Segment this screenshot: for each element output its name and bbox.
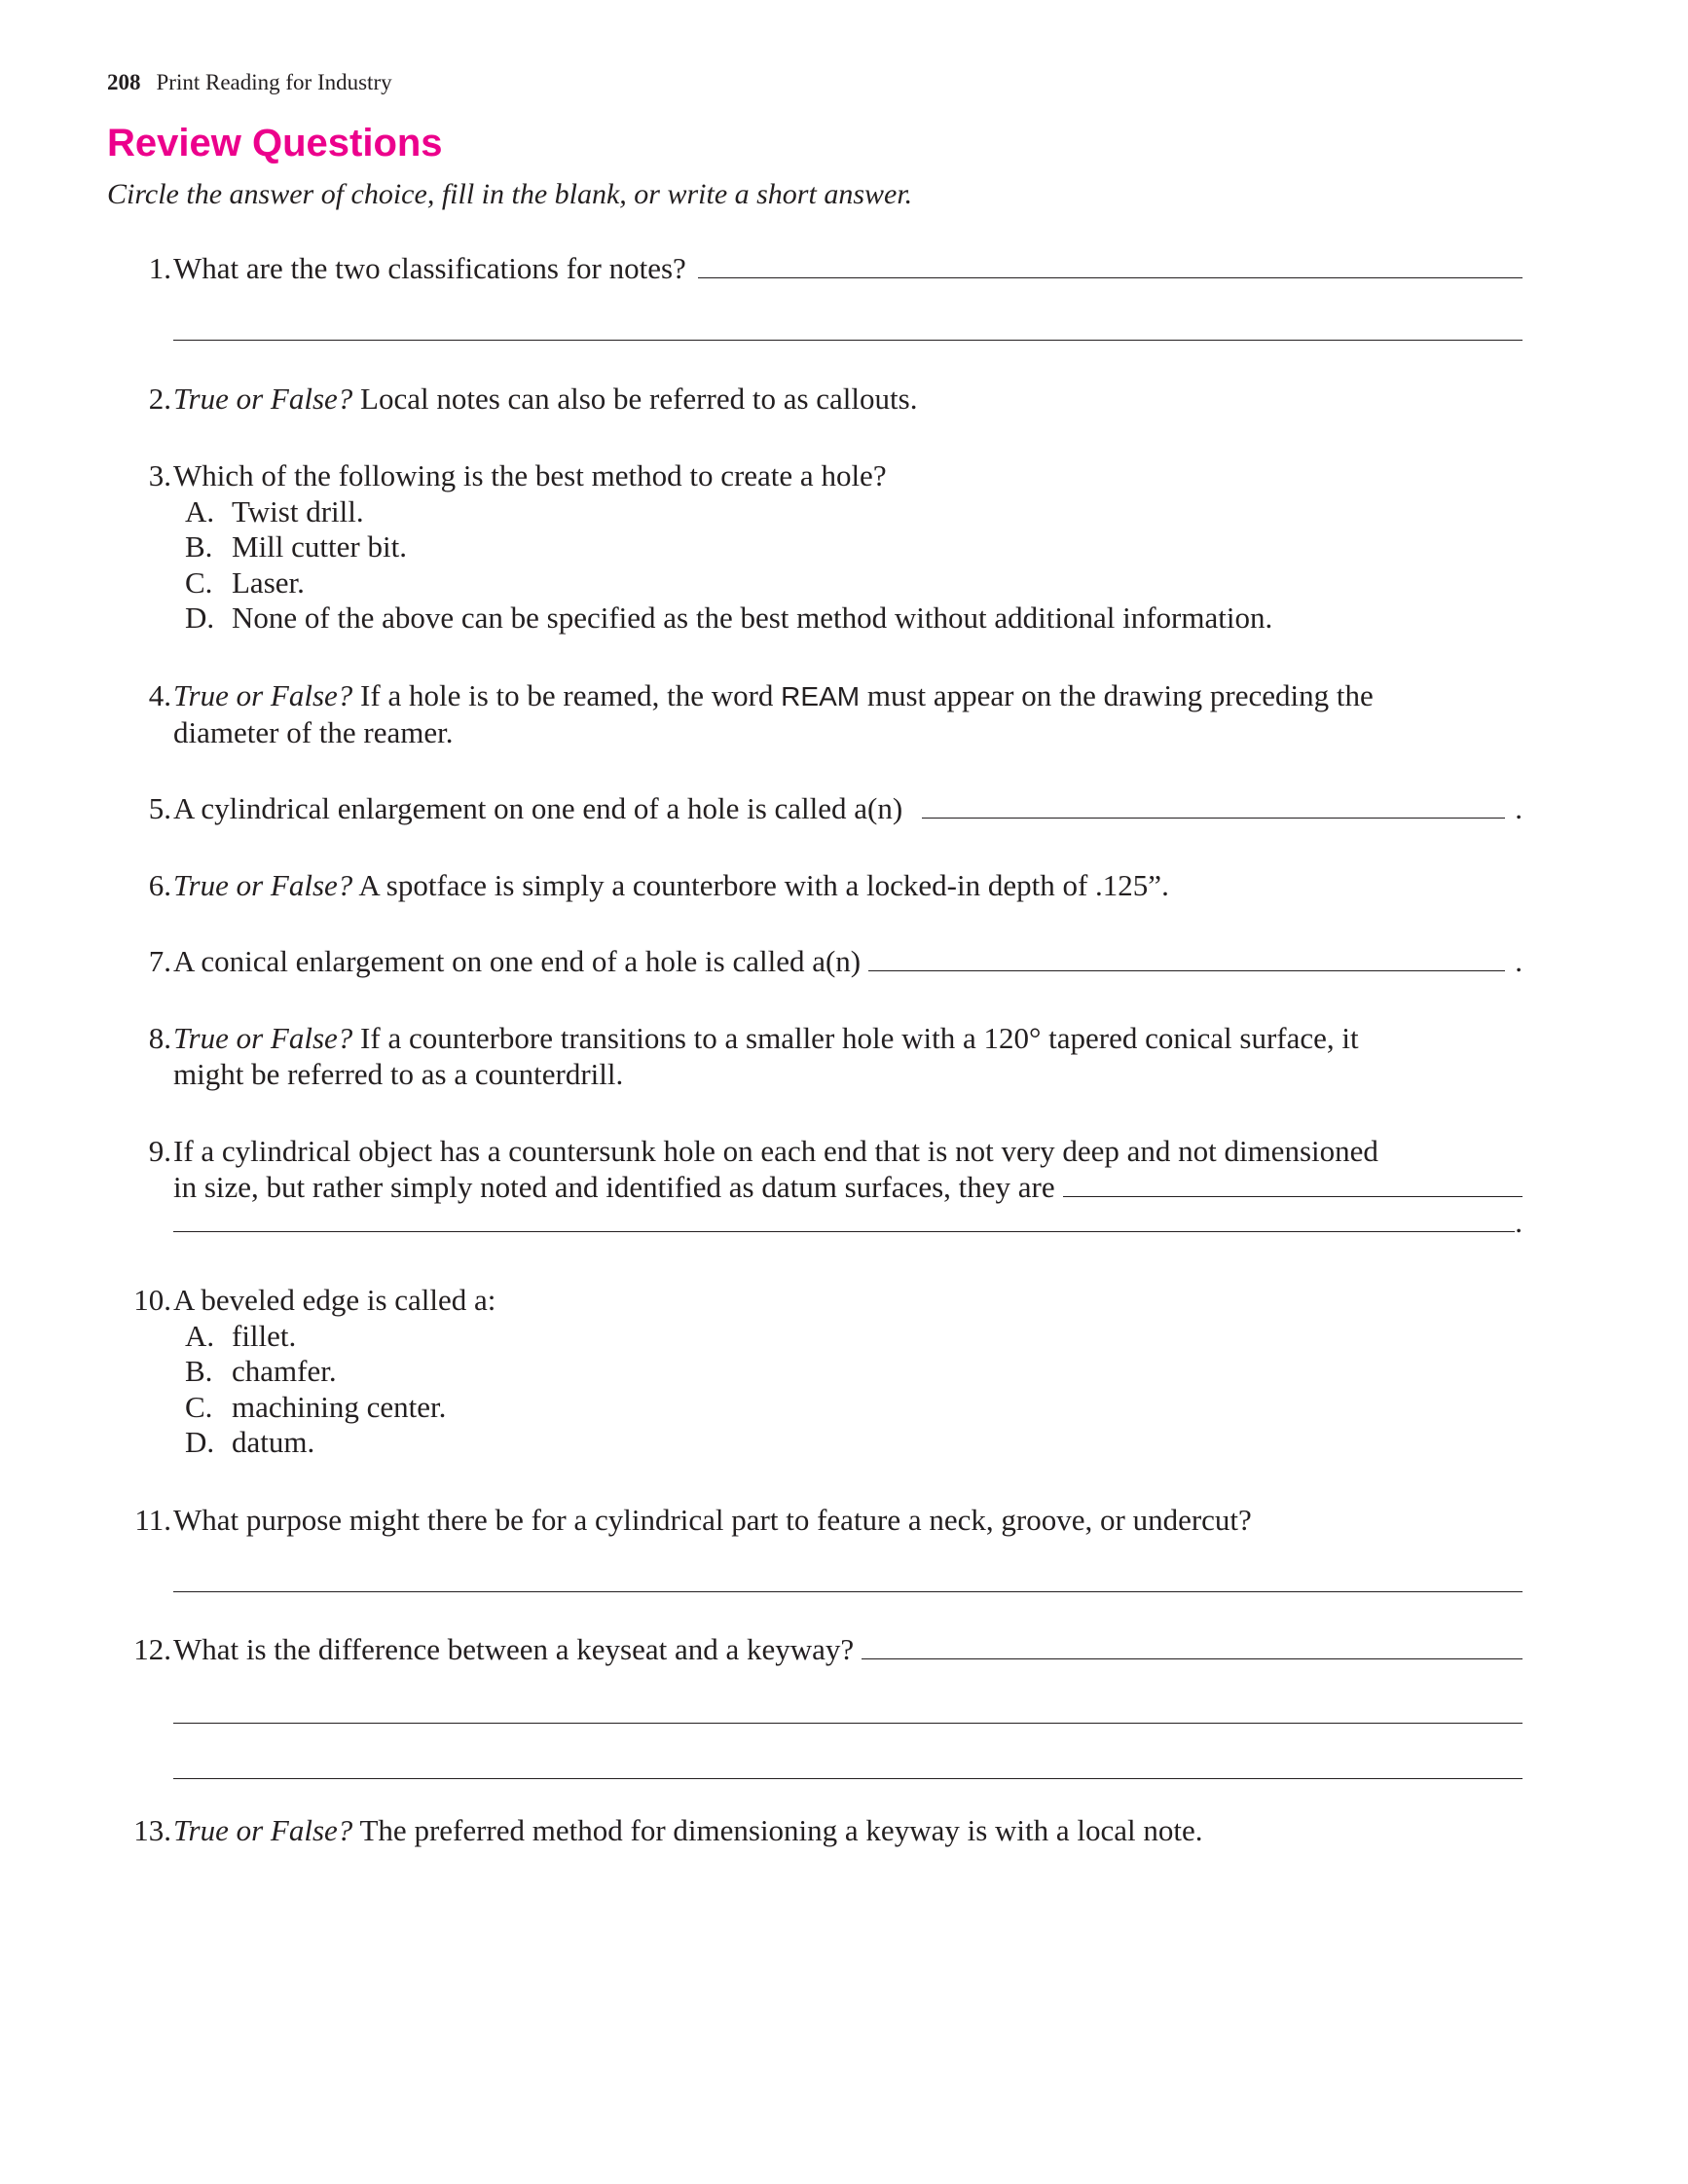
answer-blank[interactable]	[698, 252, 1523, 278]
answer-blank[interactable]	[922, 792, 1505, 819]
question-13	[117, 1813, 1523, 1849]
question-number: 13.	[133, 1813, 171, 1847]
true-or-false-label: True or False?	[173, 382, 353, 416]
question-10	[117, 1283, 1523, 1461]
answer-line[interactable]	[173, 1749, 1523, 1779]
option-c[interactable]	[185, 1390, 1523, 1426]
question-11	[117, 1503, 1523, 1592]
true-or-false-label: True or False?	[173, 868, 353, 902]
question-text: If a cylindrical object has a countersunk hole on each end that is not very deep and not dimensioned	[173, 1134, 1378, 1168]
period: .	[1515, 791, 1523, 825]
option-a[interactable]	[185, 1319, 1523, 1355]
question-number: 8.	[148, 1021, 171, 1055]
ream-keyword: REAM	[781, 681, 861, 711]
option-letter: C.	[185, 564, 213, 600]
option-text: None of the above can be specified as the best method without additional information.	[232, 601, 1273, 636]
answer-line[interactable]	[173, 310, 1523, 341]
question-8	[117, 1021, 1523, 1092]
option-c[interactable]	[185, 565, 1523, 601]
question-number: 2.	[148, 382, 171, 416]
option-d[interactable]	[185, 601, 1523, 637]
option-text: machining center.	[232, 1389, 447, 1424]
question-text: What are the two classifications for notes?	[173, 251, 686, 285]
question-text: A spotface is simply a counterbore with a locked-in depth of .125”.	[358, 868, 1169, 902]
true-or-false-label: True or False?	[173, 1813, 353, 1847]
question-number: 5.	[148, 791, 171, 825]
question-number: 10.	[133, 1283, 171, 1317]
option-text: Mill cutter bit.	[232, 529, 407, 564]
option-letter: C.	[185, 1389, 213, 1424]
answer-blank[interactable]	[862, 1633, 1523, 1659]
question-text: If a hole is to be reamed, the word	[360, 678, 774, 712]
question-text: must appear on the drawing preceding the	[866, 678, 1374, 712]
question-text: might be referred to as a counterdrill.	[173, 1056, 624, 1091]
answer-options	[185, 1319, 1523, 1461]
option-b[interactable]	[185, 529, 1523, 565]
question-text: If a counterbore transitions to a smaller hole with a 120° tapered conical surface, it	[360, 1021, 1359, 1055]
question-2	[117, 382, 1523, 418]
true-or-false-label: True or False?	[173, 1021, 353, 1055]
question-4	[117, 678, 1523, 750]
question-6	[117, 868, 1523, 904]
option-text: fillet.	[232, 1318, 297, 1353]
running-head	[107, 68, 392, 97]
period: .	[1515, 944, 1523, 978]
option-b[interactable]	[185, 1354, 1523, 1390]
option-letter: D.	[185, 1425, 215, 1460]
question-text: What purpose might there be for a cylindrical part to feature a neck, groove, or undercut?	[173, 1503, 1252, 1537]
question-number: 3.	[148, 458, 171, 492]
question-text: Local notes can also be referred to as callouts.	[360, 382, 918, 416]
option-text: chamfer.	[232, 1354, 337, 1389]
option-text: Laser.	[232, 564, 305, 600]
question-number: 7.	[148, 944, 171, 978]
question-text: What is the difference between a keyseat and a keyway?	[173, 1632, 855, 1666]
question-5	[117, 791, 1523, 827]
question-number: 4.	[148, 678, 171, 712]
question-text: in size, but rather simply noted and identified as datum surfaces, they are	[173, 1169, 1055, 1204]
option-letter: B.	[185, 529, 213, 564]
question-number: 11.	[134, 1503, 171, 1537]
answer-line[interactable]	[173, 1206, 1515, 1232]
instructions: Circle the answer of choice, fill in the blank, or write a short answer.	[107, 178, 913, 210]
question-1	[117, 251, 1523, 341]
question-3	[117, 458, 1523, 637]
book-title: Print Reading for Industry	[156, 70, 392, 94]
question-number: 9.	[148, 1134, 171, 1168]
question-text: The preferred method for dimensioning a keyway is with a local note.	[359, 1813, 1203, 1847]
true-or-false-label: True or False?	[173, 678, 353, 712]
answer-line[interactable]	[173, 1693, 1523, 1724]
question-text: Which of the following is the best method to create a hole?	[173, 458, 887, 492]
question-text: diameter of the reamer.	[173, 714, 454, 749]
question-12	[117, 1632, 1523, 1779]
question-text: A beveled edge is called a:	[173, 1283, 496, 1317]
option-d[interactable]	[185, 1425, 1523, 1461]
option-letter: A.	[185, 493, 215, 528]
question-text: A conical enlargement on one end of a hole is called a(n)	[173, 944, 862, 978]
answer-line[interactable]	[173, 1562, 1523, 1592]
question-7	[117, 944, 1523, 980]
section-title: Review Questions	[107, 122, 443, 164]
answer-blank[interactable]	[868, 945, 1505, 971]
question-text: A cylindrical enlargement on one end of a hole is called a(n)	[173, 791, 903, 825]
question-number: 1.	[148, 251, 171, 285]
option-text: datum.	[232, 1425, 315, 1460]
option-a[interactable]	[185, 494, 1523, 530]
option-letter: B.	[185, 1354, 213, 1389]
option-letter: D.	[185, 601, 215, 636]
answer-options	[185, 494, 1523, 637]
period: .	[1515, 1205, 1523, 1240]
question-number: 12.	[133, 1632, 171, 1666]
option-letter: A.	[185, 1318, 215, 1353]
page-number: 208	[107, 70, 141, 94]
question-number: 6.	[148, 868, 171, 902]
option-text: Twist drill.	[232, 493, 364, 528]
answer-blank[interactable]	[1063, 1171, 1523, 1197]
question-9	[117, 1134, 1523, 1241]
